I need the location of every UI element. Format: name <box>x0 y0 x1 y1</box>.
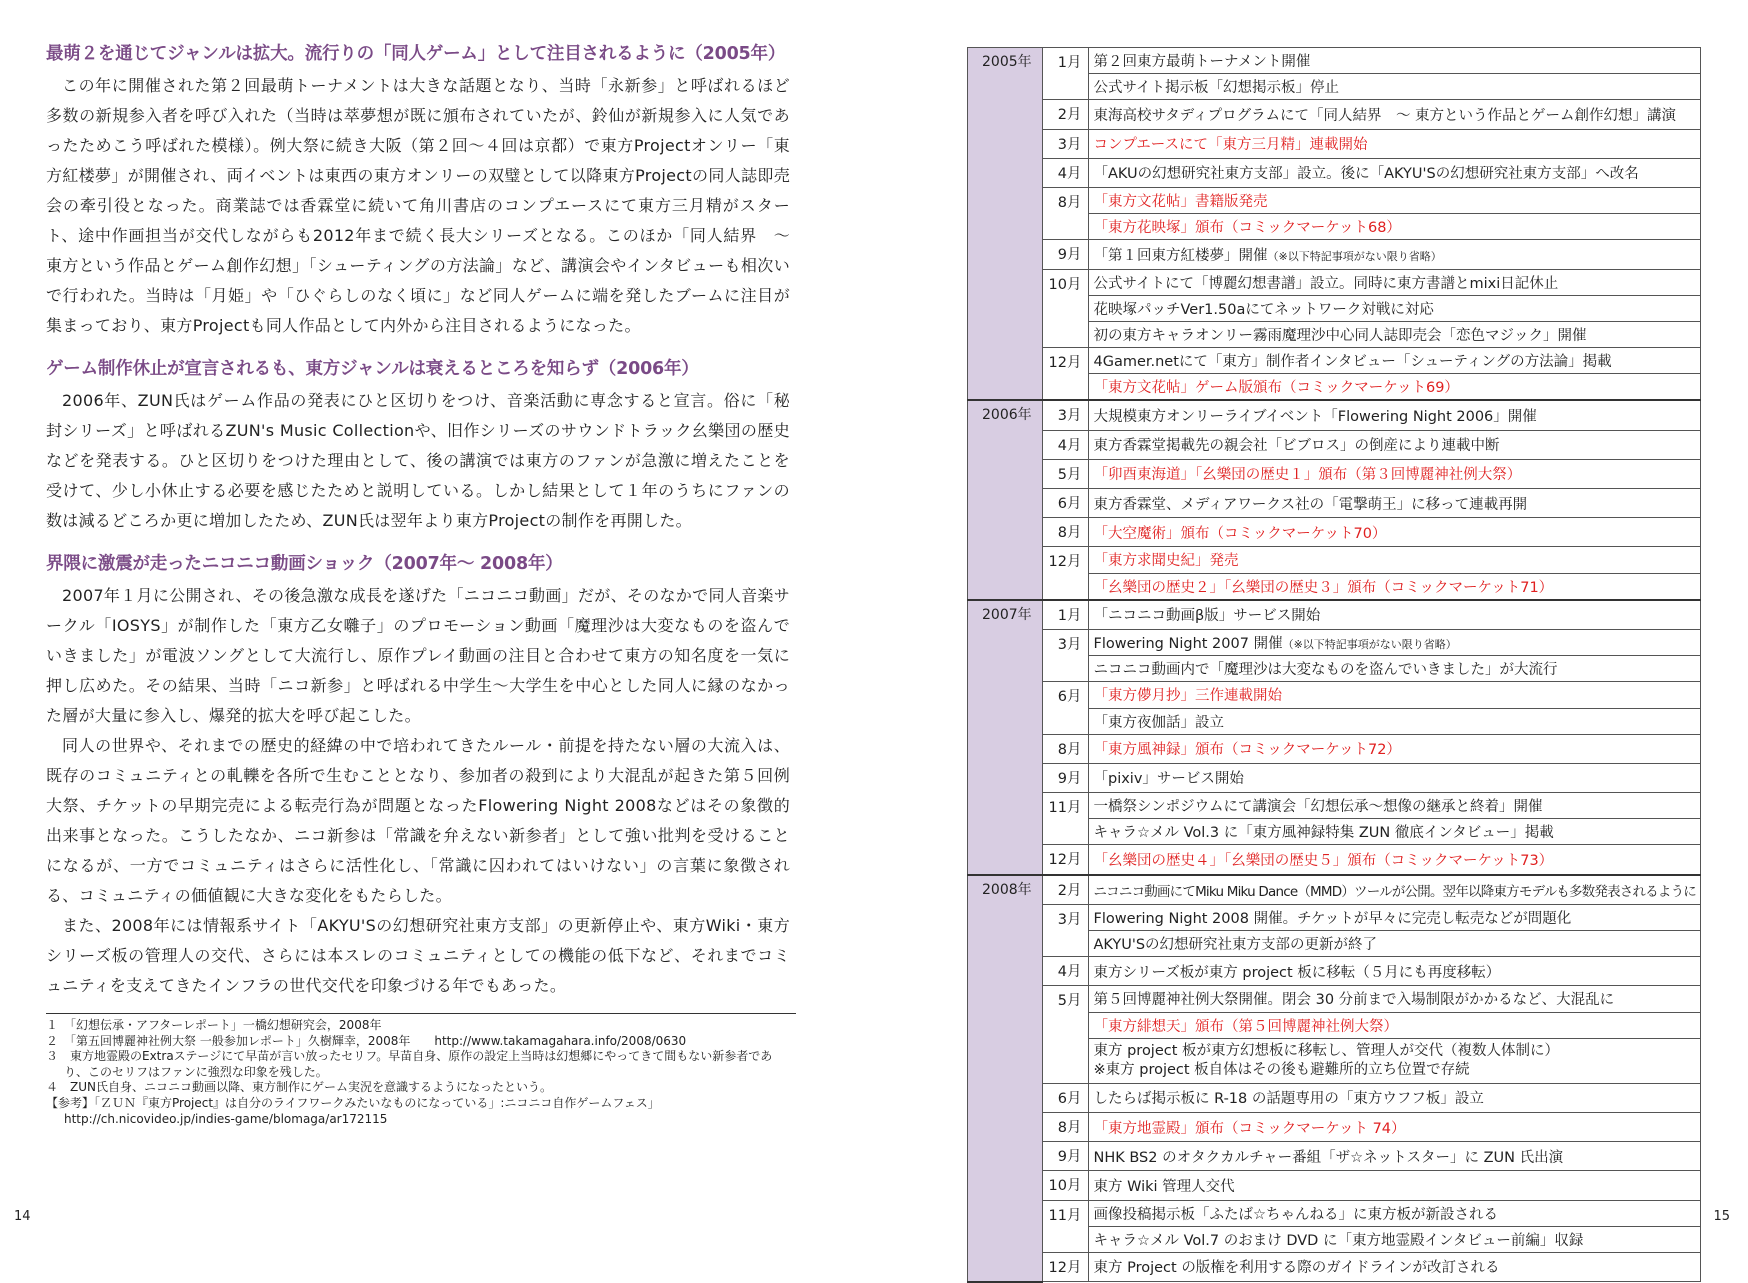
event-cell <box>1089 400 1701 430</box>
month-cell: 9月 <box>1042 1142 1089 1171</box>
timeline-row <box>968 763 1701 792</box>
event-cell <box>1089 100 1701 129</box>
timeline-row <box>968 400 1701 430</box>
month-cell: 3月 <box>1042 904 1089 956</box>
year-cell: 2008年 <box>968 875 1043 1282</box>
timeline-row <box>968 518 1701 547</box>
month-cell: 6月 <box>1042 489 1089 518</box>
page-number-right: 15 <box>1713 1209 1730 1224</box>
event-text: 公式サイト掲示板「幻想掲示板」停止 <box>1093 80 1339 97</box>
timeline-row <box>968 430 1701 459</box>
event-text: NHK BS2 のオタクカルチャー番組「ザ☆ネットスター」に ZUN 氏出演 <box>1093 1149 1564 1166</box>
event-cell <box>1089 819 1701 845</box>
timeline-row <box>968 682 1701 708</box>
event-cell <box>1089 573 1701 600</box>
event-text: 「東方求聞史紀」発売 <box>1093 553 1239 570</box>
event-cell <box>1089 158 1701 187</box>
event-text-secondary: ※東方 project 板自体はその後も避難所的立ち位置で存続 <box>1093 1061 1470 1078</box>
timeline-table <box>967 47 1701 1283</box>
event-note: （※以下特記事項がない限り省略） <box>1267 249 1442 263</box>
event-cell <box>1089 129 1701 158</box>
timeline-row <box>968 600 1701 630</box>
event-cell <box>1089 430 1701 459</box>
event-text: ニコニコ動画内で「魔理沙は大変なものを盗んでいきました」が大流行 <box>1093 662 1558 679</box>
event-text: 第５回博麗神社例大祭開催。閉会 30 分前まで入場制限がかかるなど、大混乱に <box>1093 992 1615 1009</box>
timeline-row <box>968 489 1701 518</box>
timeline-row <box>968 100 1701 129</box>
timeline-row <box>968 1112 1701 1141</box>
event-cell <box>1089 763 1701 792</box>
month-cell: 4月 <box>1042 957 1089 986</box>
month-cell: 10月 <box>1042 269 1089 348</box>
event-text: 「東方夜伽話」設立 <box>1093 714 1224 731</box>
month-cell: 12月 <box>1042 1252 1089 1281</box>
month-cell: 2月 <box>1042 100 1089 129</box>
event-cell <box>1089 269 1701 295</box>
event-cell <box>1089 708 1701 734</box>
event-cell <box>1089 374 1701 401</box>
event-text: Flowering Night 2007 開催 <box>1093 636 1283 653</box>
footnote-4: ４ ZUN氏自身、ニコニコ動画以降、東方制作にゲーム実況を意識するようになったという。 <box>46 1080 552 1095</box>
event-cell <box>1089 240 1701 269</box>
month-cell: 9月 <box>1042 763 1089 792</box>
event-text: 東海高校サタディプログラムにて「同人結界 〜 東方という作品とゲーム創作幻想」講演 <box>1093 107 1677 124</box>
footnotes <box>46 1018 790 1127</box>
month-cell: 3月 <box>1042 629 1089 681</box>
event-cell <box>1089 518 1701 547</box>
timeline-row <box>968 158 1701 187</box>
event-cell <box>1089 600 1701 630</box>
event-text: 「東方文花帖」ゲーム版頒布（コミックマーケット69） <box>1093 380 1459 397</box>
event-cell <box>1089 1012 1701 1038</box>
event-cell <box>1089 793 1701 819</box>
section-heading-2005: 最萌２を通じてジャンルは拡大。流行りの「同人ゲーム」として注目されるように（2005年） <box>46 44 786 64</box>
month-cell: 11月 <box>1042 1200 1089 1252</box>
event-cell <box>1089 214 1701 240</box>
section-heading-2007-2008: 界隈に激震が走ったニコニコ動画ショック（2007年〜 2008年） <box>46 554 563 574</box>
timeline-row <box>968 1142 1701 1171</box>
event-text: 「東方文花帖」書籍版発売 <box>1093 194 1268 211</box>
page-number-left: 14 <box>14 1209 31 1224</box>
event-text: Flowering Night 2008 開催。チケットが早々に完売し転売などが問題化 <box>1093 910 1572 927</box>
event-cell <box>1089 187 1701 213</box>
timeline-row <box>968 348 1701 374</box>
event-cell <box>1089 845 1701 875</box>
event-cell <box>1089 74 1701 100</box>
timeline-row <box>968 48 1701 74</box>
event-text: 「東方地霊殿」頒布（コミックマーケット 74） <box>1093 1120 1406 1137</box>
year-cell: 2005年 <box>968 48 1043 401</box>
month-cell: 4月 <box>1042 158 1089 187</box>
event-cell <box>1089 1171 1701 1200</box>
event-cell <box>1089 875 1701 905</box>
event-text: 4Gamer.netにて「東方」制作者インタビュー「シューティングの方法論」掲載 <box>1093 354 1612 371</box>
timeline-row <box>968 459 1701 488</box>
footnote-3: ３ 東方地霊殿のExtraステージにて早苗が言い放ったセリフ。早苗自身、原作の設定上当時は幻想郷にやってきて間もない新参者であり、このセリフはファンに強烈な印象を残した。 <box>46 1049 773 1079</box>
month-cell: 12月 <box>1042 547 1089 600</box>
event-note: （※以下特記事項がない限り省略） <box>1282 638 1457 652</box>
timeline-row <box>968 845 1701 875</box>
event-cell <box>1089 656 1701 682</box>
month-cell: 2月 <box>1042 875 1089 905</box>
event-text: 「大空魔術」頒布（コミックマーケット70） <box>1093 525 1387 542</box>
event-cell <box>1089 734 1701 763</box>
month-cell: 1月 <box>1042 48 1089 100</box>
month-cell: 3月 <box>1042 129 1089 158</box>
month-cell: 5月 <box>1042 459 1089 488</box>
timeline-row <box>968 269 1701 295</box>
paragraph-2005: この年に開催された第２回最萌トーナメントは大きな話題となり、当時「永新参」と呼ばれるほど多数の新規参入者を呼び入れた（当時は萃夢想が既に頒布されていたが、鈴仙が新規参入に人気であったためこう呼ばれた模様）。例大祭に続き大阪（第２回〜４回は京都）で東方Projectオンリー「東方紅楼夢」が開催され、両イベントは東西の東方オンリーの双璧として以降東方Projectの同人誌即売会の牽引役となった。商業誌では香霖堂に続いて角川書店のコンプエースにて東方三月精がスタート、途中作画担当が交代しながらも2012年まで続く長大シリーズとなる。このほか「同人結界 〜 東方という作品とゲーム創作幻想」「シューティングの方法論」など、講演会やインタビューも相次いで行われた。当時は「月姫」や「ひぐらしのなく頃に」など同人ゲームに端を発したブームに注目が集まっており、東方Projectも同人作品として内外から注目されるようになった。 <box>46 76 790 335</box>
event-cell <box>1089 547 1701 573</box>
event-text: 花映塚パッチVer1.50aにてネットワーク対戦に対応 <box>1093 301 1434 318</box>
event-text: 「東方花映塚」頒布（コミックマーケット68） <box>1093 220 1401 237</box>
month-cell: 4月 <box>1042 430 1089 459</box>
event-text: 「第１回東方紅楼夢」開催 <box>1093 247 1268 264</box>
left-page <box>46 40 790 1127</box>
year-cell: 2007年 <box>968 600 1043 875</box>
event-text: 「ニコニコ動画β版」サービス開始 <box>1093 608 1321 625</box>
event-cell <box>1089 489 1701 518</box>
event-cell <box>1089 931 1701 957</box>
event-cell <box>1089 629 1701 655</box>
month-cell: 9月 <box>1042 240 1089 269</box>
month-cell: 12月 <box>1042 845 1089 875</box>
timeline-row <box>968 629 1701 655</box>
event-cell <box>1089 682 1701 708</box>
month-cell: 8月 <box>1042 518 1089 547</box>
month-cell: 10月 <box>1042 1171 1089 1200</box>
timeline-row <box>968 1171 1701 1200</box>
event-text: 東方 project 板が東方幻想板に移転し、管理人が交代（複数人体制に） <box>1093 1042 1560 1059</box>
event-cell <box>1089 986 1701 1012</box>
event-cell <box>1089 957 1701 986</box>
event-cell <box>1089 1252 1701 1281</box>
event-text: ニコニコ動画にてMiku Miku Dance（MMD）ツールが公開。翌年以降東方モデルも多数発表されるように <box>1093 883 1696 900</box>
event-cell <box>1089 48 1701 74</box>
timeline-row <box>968 129 1701 158</box>
timeline-row <box>968 904 1701 930</box>
event-text: したらば掲示板に R-18 の話題専用の「東方ウフフ板」設立 <box>1093 1091 1484 1108</box>
event-text: 第２回東方最萌トーナメント開催 <box>1093 54 1311 71</box>
event-cell <box>1089 459 1701 488</box>
month-cell: 12月 <box>1042 348 1089 401</box>
event-cell <box>1089 1038 1701 1083</box>
paragraph-2007-c: また、2008年には情報系サイト「AKYU'Sの幻想研究社東方支部」の更新停止や、東方Wiki・東方シリーズ板の管理人の交代、さらには本スレのコミュニティとしての機能の低下など、それまでコミュニティを支えてきたインフラの世代交代を印象づける年でもあった。 <box>46 916 790 995</box>
event-cell <box>1089 1142 1701 1171</box>
timeline-row <box>968 1252 1701 1281</box>
timeline-row <box>968 875 1701 905</box>
month-cell: 5月 <box>1042 986 1089 1083</box>
paragraph-2007-b: 同人の世界や、それまでの歴史的経緯の中で培われてきたルール・前提を持たない層の大流入は、既存のコミュニティとの軋轢を各所で生むこととなり、参加者の殺到により大混乱が起きた第５回例大祭、チケットの早期完売による転売行為が問題となったFlowering Night 2008などはその象徴的出来事となった。こうしたなか、ニコ新参は「常識を弁えない新参者」として強い批判を受けることになるが、一方でコミュニティはさらに活性化し、「常識に囚われてはいけない」の言葉に象徴される、コミュニティの価値観に大きな変化をもたらした。 <box>46 736 790 905</box>
month-cell: 1月 <box>1042 600 1089 630</box>
event-cell <box>1089 1226 1701 1252</box>
month-cell: 6月 <box>1042 682 1089 734</box>
event-text: 「東方風神録」頒布（コミックマーケット72） <box>1093 742 1401 759</box>
paragraph-2006: 2006年、ZUN氏はゲーム作品の発表にひと区切りをつけ、音楽活動に専念すると宣言。俗に「秘封シリーズ」と呼ばれるZUN's Music Collectionや、旧作シリーズのサウンドトラック幺樂団の歴史などを発表する。ひと区切りをつけた理由として、後の講演では東方のファンが急激に増えたことを受けて、少し小休止する必要を感じたためと説明している。しかし結果として１年のうちにファンの数は減るどころか更に増加したため、ZUN氏は翌年より東方Projectの制作を再開した。 <box>46 391 790 530</box>
footnote-2: ２ 「第五回博麗神社例大祭 一般参加レポート」久樹輝幸，2008年 http://www.takamagahara.info/2008/0630 <box>46 1033 687 1048</box>
timeline-row <box>968 1200 1701 1226</box>
event-text: 「東方儚月抄」三作連載開始 <box>1093 688 1282 705</box>
month-cell: 8月 <box>1042 734 1089 763</box>
timeline-row <box>968 793 1701 819</box>
month-cell: 11月 <box>1042 793 1089 845</box>
event-cell <box>1089 321 1701 347</box>
event-text: 東方香霖堂掲載先の親会社「ビブロス」の倒産により連載中断 <box>1093 438 1500 455</box>
event-text: 東方 Project の版権を利用する際のガイドラインが改訂される <box>1093 1260 1500 1277</box>
month-cell: 8月 <box>1042 187 1089 239</box>
event-text: 「東方緋想天」頒布（第５回博麗神社例大祭） <box>1093 1018 1398 1035</box>
event-text: 東方シリーズ板が東方 project 板に移転（５月にも再度移転） <box>1093 964 1501 981</box>
event-text: 東方香霖堂、メディアワークス社の「電撃萌王」に移って連載再開 <box>1093 496 1528 513</box>
month-cell: 6月 <box>1042 1083 1089 1112</box>
event-text: キャラ☆メル Vol.3 に「東方風神録特集 ZUN 徹底インタビュー」掲載 <box>1093 825 1554 842</box>
event-text: AKYU'Sの幻想研究社東方支部の更新が終了 <box>1093 937 1378 954</box>
event-text: 東方 Wiki 管理人交代 <box>1093 1178 1235 1195</box>
event-text: 画像投稿掲示板「ふたば☆ちゃんねる」に東方板が新設される <box>1093 1206 1498 1223</box>
event-text: キャラ☆メル Vol.7 のおまけ DVD に「東方地霊殿インタビュー前編」収録 <box>1093 1232 1584 1249</box>
event-text: コンプエースにて「東方三月精」連載開始 <box>1093 137 1368 154</box>
event-cell <box>1089 1083 1701 1112</box>
event-text: 「幺樂団の歴史４」「幺樂団の歴史５」頒布（コミックマーケット73） <box>1093 853 1554 870</box>
timeline-row <box>968 187 1701 213</box>
month-cell: 8月 <box>1042 1112 1089 1141</box>
timeline-row <box>968 240 1701 269</box>
month-cell: 3月 <box>1042 400 1089 430</box>
timeline-row <box>968 547 1701 573</box>
footnote-reference: 【参考】「ＺＵＮ『東方Project』は自分のライフワークみたいなものになっている」:ニコニコ自作ゲームフェス」 http://ch.nicovideo.jp/indies-game/blomaga/ar172115 <box>46 1095 666 1126</box>
section-heading-2006: ゲーム制作休止が宣言されるも、東方ジャンルは衰えるところを知らず（2006年） <box>46 359 699 379</box>
event-text: 公式サイトにて「博麗幻想書譜」設立。同時に東方書譜とmixi日記休止 <box>1093 275 1559 292</box>
year-cell: 2006年 <box>968 400 1043 599</box>
event-text: 「pixiv」サービス開始 <box>1093 771 1244 788</box>
event-cell <box>1089 904 1701 930</box>
event-text: 「幺樂団の歴史２」「幺樂団の歴史３」頒布（コミックマーケット71） <box>1093 579 1554 596</box>
event-text: 「卯酉東海道」「幺樂団の歴史１」頒布（第３回博麗神社例大祭） <box>1093 467 1522 484</box>
event-cell <box>1089 1112 1701 1141</box>
paragraph-2007-a: 2007年１月に公開され、その後急激な成長を遂げた「ニコニコ動画」だが、そのなかで同人音楽サークル「IOSYS」が制作した「東方乙女囃子」のプロモーション動画「魔理沙は大変なものを盗んでいきました」が電波ソングとして大流行し、原作プレイ動画の注目と合わせて東方の知名度を一気に押し広めた。その結果、当時「ニコ新参」と呼ばれる中学生〜大学生を中心とした同人に縁のなかった層が大量に参入し、爆発的拡大を呼び起こした。 <box>46 586 790 725</box>
event-text: 一橋祭シンポジウムにて講演会「幻想伝承〜想像の継承と終着」開催 <box>1093 799 1543 816</box>
timeline-row <box>968 734 1701 763</box>
footnote-1: １ 「幻想伝承・アフターレポート」一橋幻想研究会，2008年 <box>46 1018 382 1032</box>
event-cell <box>1089 295 1701 321</box>
footnote-divider <box>46 1013 796 1014</box>
event-cell <box>1089 1200 1701 1226</box>
timeline-row <box>968 1083 1701 1112</box>
event-text: 「AKUの幻想研究社東方支部」設立。後に「AKYU'Sの幻想研究社東方支部」へ改名 <box>1093 166 1639 183</box>
event-text: 大規模東方オンリーライブイベント「Flowering Night 2006」開催 <box>1093 409 1537 426</box>
timeline-row <box>968 957 1701 986</box>
timeline-row <box>968 986 1701 1012</box>
event-text: 初の東方キャラオンリー霧雨魔理沙中心同人誌即売会「恋色マジック」開催 <box>1093 327 1587 344</box>
event-cell <box>1089 348 1701 374</box>
